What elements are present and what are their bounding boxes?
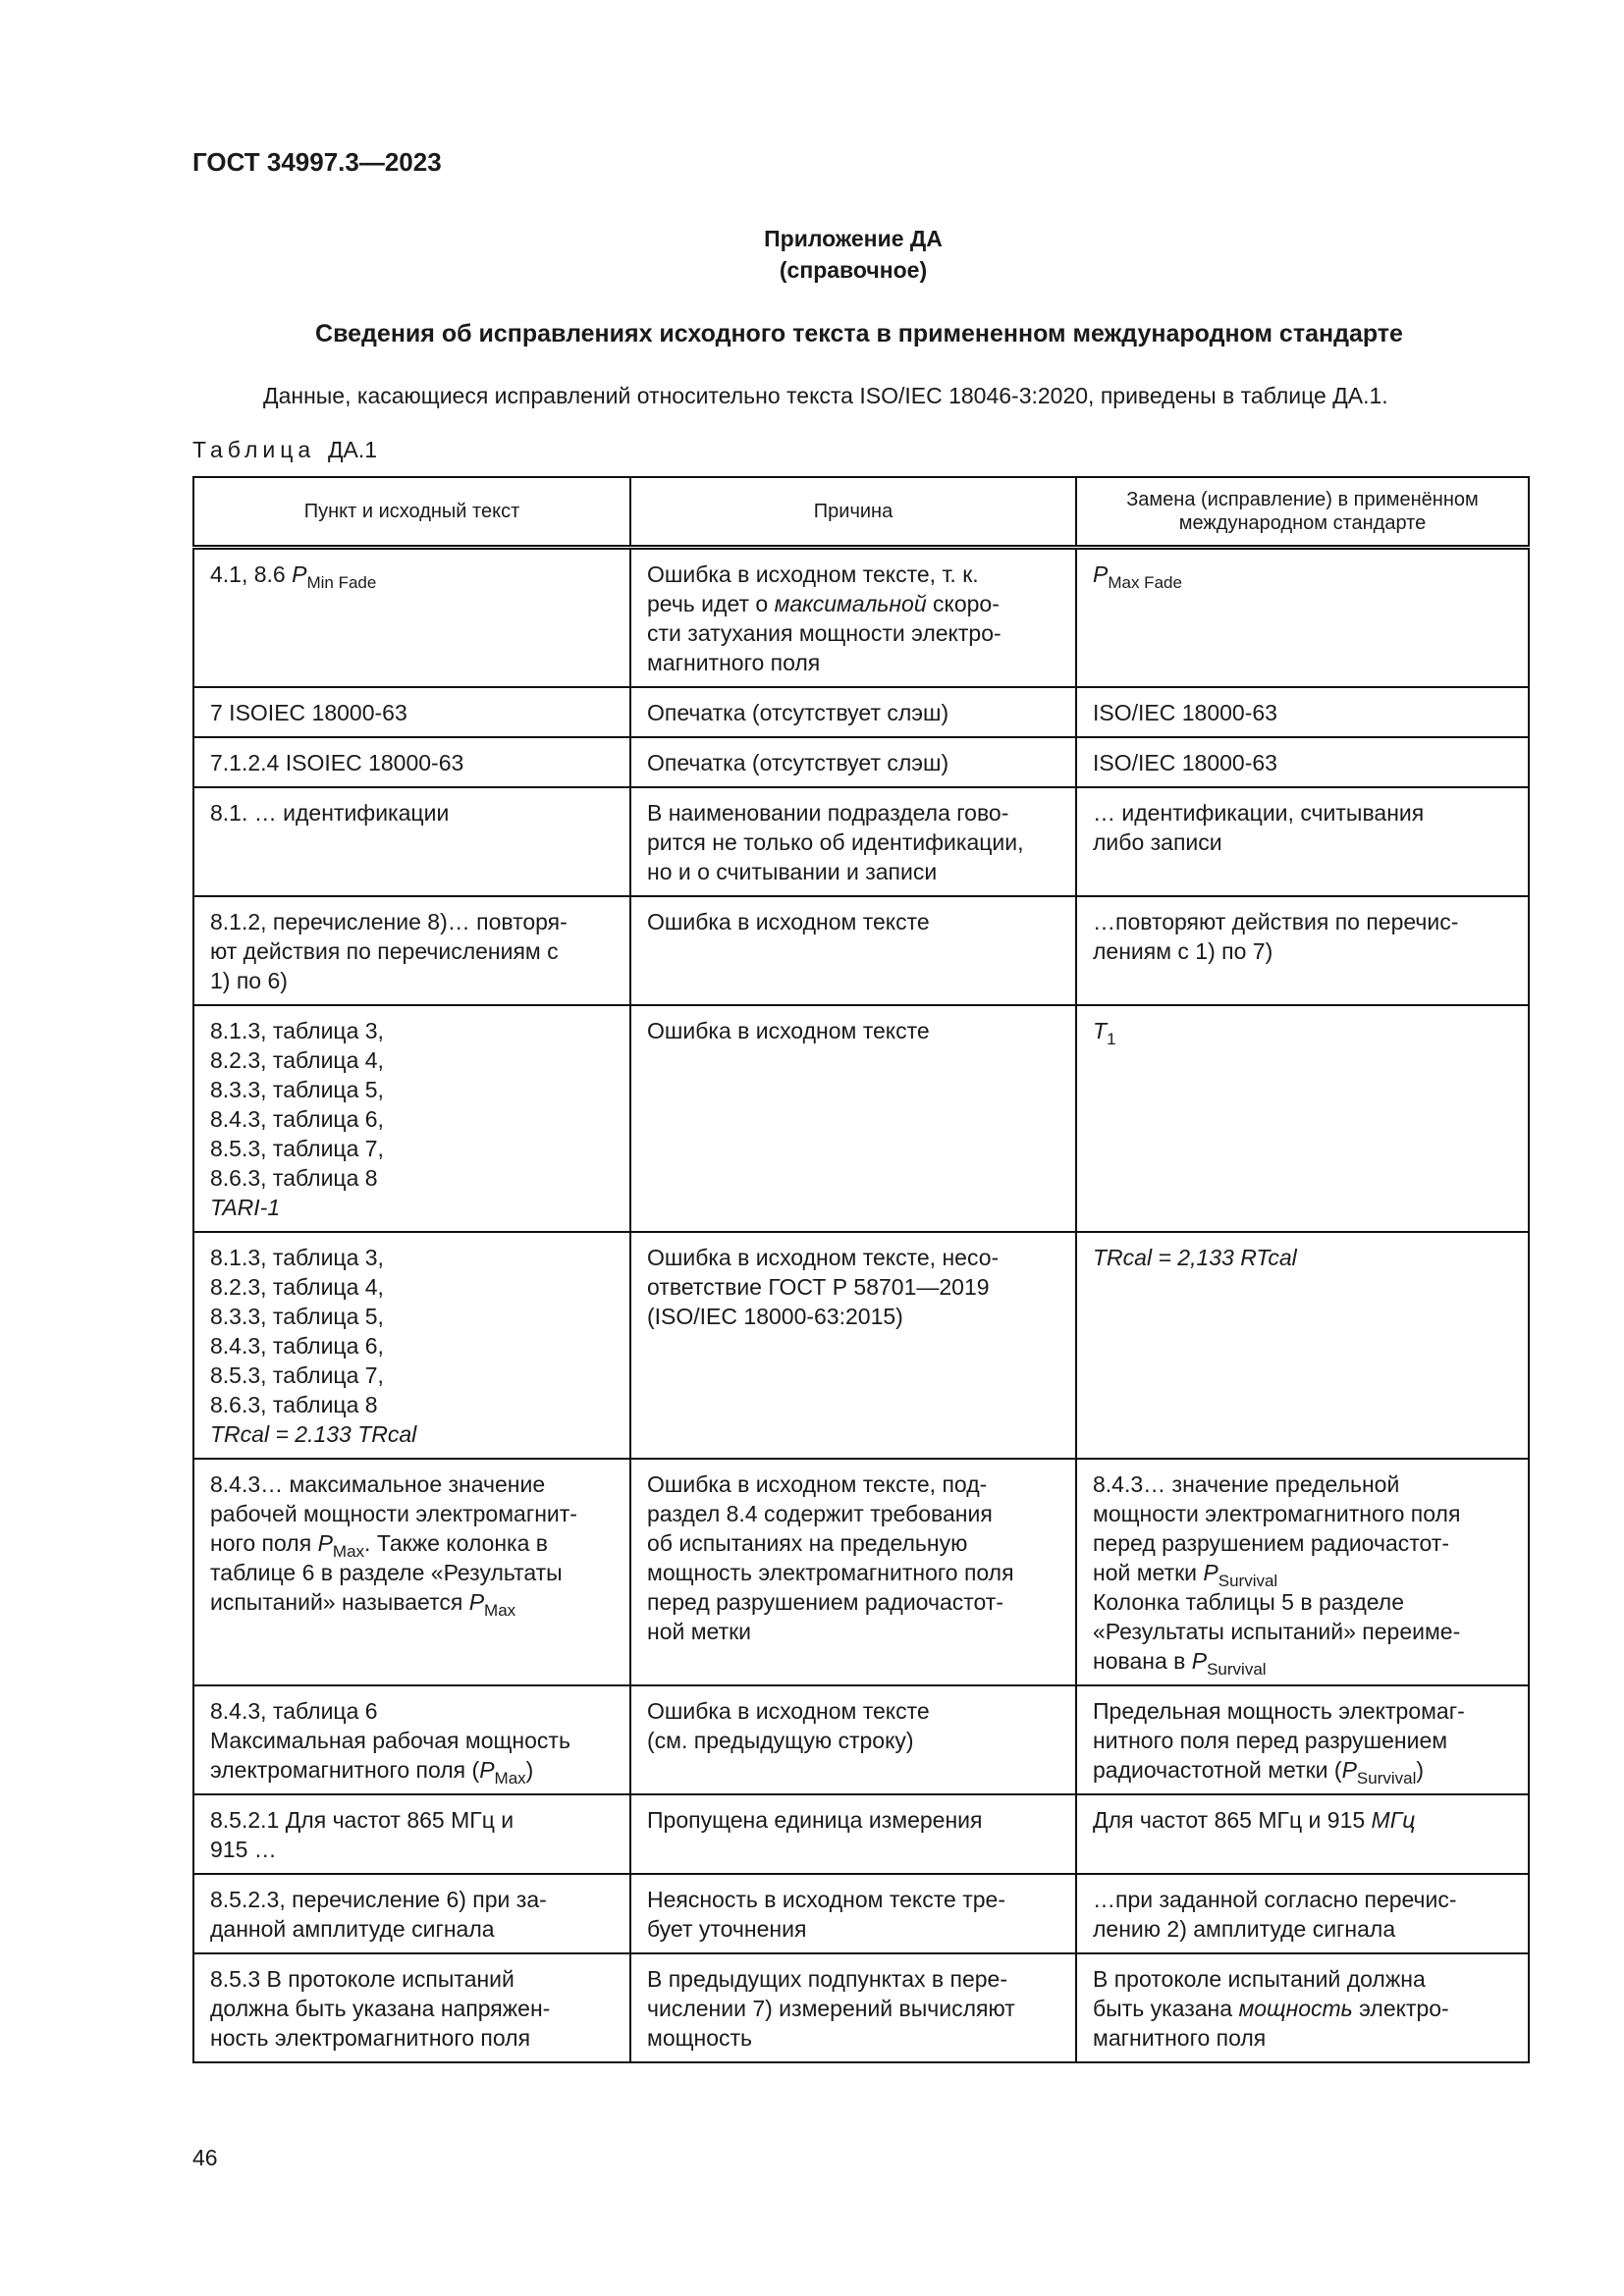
cell-clause: 8.1. … идентификации bbox=[193, 787, 630, 896]
cell-reason: В предыдущих подпунктах в пере- числении 7) измерений вычисляют мощность bbox=[630, 1953, 1076, 2062]
emphasis: TRcal = 2.133 TRcal bbox=[210, 1421, 417, 1447]
cell-replacement bbox=[1076, 1005, 1529, 1232]
cell-clause bbox=[193, 548, 630, 688]
cell-clause: 8.5.3 В протоколе испытаний должна быть указана напряжен- ность электромагнитного поля bbox=[193, 1953, 630, 2062]
table-label bbox=[192, 437, 377, 463]
table-row bbox=[193, 896, 1529, 1005]
cell-replacement bbox=[1076, 1685, 1529, 1794]
document-code: ГОСТ 34997.3—2023 bbox=[192, 147, 442, 177]
header-replacement: Замена (исправление) в применённом международном стандарте bbox=[1076, 477, 1529, 548]
cell-replacement bbox=[1076, 1794, 1529, 1874]
cell-clause: 8.5.2.1 Для частот 865 МГц и 915 … bbox=[193, 1794, 630, 1874]
cell-clause: 8.5.2.3, перечисление 6) при за- данной амплитуде сигнала bbox=[193, 1874, 630, 1953]
cell-clause: 7 ISOIEC 18000-63 bbox=[193, 687, 630, 737]
table-row bbox=[193, 1874, 1529, 1953]
cell-reason: Ошибка в исходном тексте, несо- ответствие ГОСТ Р 58701—2019 (ISO/IEC 18000-63:2015) bbox=[630, 1232, 1076, 1459]
cell-text: 8.1.3, таблица 3, 8.2.3, таблица 4, 8.3.3, таблица 5, 8.4.3, таблица 6, 8.5.3, таблица 7, 8.6.3, таблица 8 bbox=[210, 1018, 384, 1191]
cell-reason: Ошибка в исходном тексте, под- раздел 8.4 содержит требования об испытаниях на предельную мощность электромагнитного поля перед разрушением радиочастот- ной метки bbox=[630, 1459, 1076, 1685]
cell-text: ) bbox=[1416, 1757, 1425, 1783]
variable: P bbox=[1093, 561, 1109, 587]
header-clause: Пункт и исходный текст bbox=[193, 477, 630, 548]
table-label-word: Таблица bbox=[192, 437, 316, 462]
cell-clause bbox=[193, 1685, 630, 1794]
intro-paragraph: Данные, касающиеся исправлений относительно текста ISO/IEC 18046-3:2020, приведены в таблице ДА.1. bbox=[263, 383, 1388, 408]
appendix-title: Приложение ДА bbox=[764, 226, 943, 251]
table-row bbox=[193, 1232, 1529, 1459]
table-row bbox=[193, 1685, 1529, 1794]
cell-text: Для частот 865 МГц и 915 bbox=[1093, 1807, 1372, 1833]
cell-reason: Ошибка в исходном тексте (см. предыдущую строку) bbox=[630, 1685, 1076, 1794]
cell-text: 4.1, 8.6 bbox=[210, 561, 293, 587]
cell-replacement: ISO/IEC 18000-63 bbox=[1076, 687, 1529, 737]
cell-replacement bbox=[1076, 1953, 1529, 2062]
cell-text: ) bbox=[525, 1757, 534, 1783]
subscript: Survival bbox=[1218, 1572, 1278, 1590]
cell-text: 8.4.3… максимальное значение рабочей мощности электромагнит- ного поля bbox=[210, 1471, 577, 1556]
subscript: Max bbox=[494, 1769, 526, 1788]
cell-replacement bbox=[1076, 548, 1529, 688]
table-row bbox=[193, 1953, 1529, 2062]
emphasis: мощность bbox=[1238, 1996, 1353, 2021]
variable: P bbox=[1191, 1648, 1208, 1674]
cell-reason: Опечатка (отсутствует слэш) bbox=[630, 687, 1076, 737]
table-row bbox=[193, 1794, 1529, 1874]
cell-text: электро- магнитного поля bbox=[1093, 1996, 1449, 2051]
variable: P bbox=[479, 1757, 495, 1783]
variable: T bbox=[1093, 1018, 1108, 1043]
cell-reason: Ошибка в исходном тексте bbox=[630, 896, 1076, 1005]
cell-text: Ошибка в исходном тексте, т. к. речь идет о bbox=[647, 561, 979, 616]
table-header-row bbox=[193, 477, 1529, 548]
subscript: Min Fade bbox=[306, 573, 377, 592]
cell-clause: 8.1.2, перечисление 8)… повторя- ют действия по перечислениям с 1) по 6) bbox=[193, 896, 630, 1005]
cell-text: 8.4.3, таблица 6 Максимальная рабочая мощность электромагнитного поля ( bbox=[210, 1698, 570, 1783]
cell-replacement: … идентификации, считывания либо записи bbox=[1076, 787, 1529, 896]
cell-clause: 7.1.2.4 ISOIEC 18000-63 bbox=[193, 737, 630, 787]
subscript: Max bbox=[484, 1601, 516, 1620]
cell-reason: Пропущена единица измерения bbox=[630, 1794, 1076, 1874]
emphasis: максимальной bbox=[774, 591, 927, 616]
table-row bbox=[193, 737, 1529, 787]
subscript: Max Fade bbox=[1108, 573, 1182, 592]
cell-text: 8.4.3… значение предельной мощности электромагнитного поля перед разрушением радиочастот- ной метки bbox=[1093, 1471, 1461, 1585]
table-row bbox=[193, 1005, 1529, 1232]
variable: P bbox=[1341, 1757, 1357, 1783]
table-row bbox=[193, 1459, 1529, 1685]
cell-clause bbox=[193, 1005, 630, 1232]
variable: P bbox=[1203, 1560, 1218, 1585]
subscript: Survival bbox=[1356, 1769, 1417, 1788]
cell-replacement: ISO/IEC 18000-63 bbox=[1076, 737, 1529, 787]
table-label-number: ДА.1 bbox=[327, 437, 378, 462]
cell-text: В протоколе испытаний должна быть указана bbox=[1093, 1966, 1426, 2021]
table-row bbox=[193, 787, 1529, 896]
emphasis: МГц bbox=[1371, 1807, 1416, 1833]
emphasis: TARI-1 bbox=[210, 1195, 281, 1220]
cell-text: 8.1.3, таблица 3, 8.2.3, таблица 4, 8.3.3, таблица 5, 8.4.3, таблица 6, 8.5.3, таблица 7, 8.6.3, таблица 8 bbox=[210, 1245, 384, 1417]
variable: P bbox=[468, 1589, 485, 1615]
subscript: 1 bbox=[1107, 1030, 1116, 1048]
header-reason: Причина bbox=[630, 477, 1076, 548]
section-title: Сведения об исправлениях исходного текста в примененном международном стандарте bbox=[315, 320, 1403, 347]
cell-clause bbox=[193, 1459, 630, 1685]
cell-replacement: …при заданной согласно перечис- лению 2) амплитуде сигнала bbox=[1076, 1874, 1529, 1953]
cell-reason: Ошибка в исходном тексте bbox=[630, 1005, 1076, 1232]
cell-text: скоро- сти затухания мощности электро- магнитного поля bbox=[647, 591, 1001, 675]
subscript: Survival bbox=[1207, 1660, 1267, 1679]
page-number: 46 bbox=[192, 2145, 218, 2170]
cell-reason bbox=[630, 548, 1076, 688]
subscript: Max bbox=[332, 1542, 365, 1561]
table-row bbox=[193, 548, 1529, 688]
cell-text: . Также колонка в таблице 6 в разделе «Результаты испытаний» называется bbox=[210, 1530, 563, 1615]
cell-replacement: …повторяют действия по перечис- лениям с 1) по 7) bbox=[1076, 896, 1529, 1005]
appendix-kind: (справочное) bbox=[779, 257, 928, 283]
cell-clause bbox=[193, 1232, 630, 1459]
cell-reason: В наименовании подраздела гово- рится не только об идентификации, но и о считывании и записи bbox=[630, 787, 1076, 896]
cell-reason: Опечатка (отсутствует слэш) bbox=[630, 737, 1076, 787]
cell-reason: Неясность в исходном тексте тре- бует уточнения bbox=[630, 1874, 1076, 1953]
cell-replacement bbox=[1076, 1459, 1529, 1685]
table-row bbox=[193, 687, 1529, 737]
cell-text: Колонка таблицы 5 в разделе «Результаты испытаний» переиме- нована в bbox=[1093, 1589, 1461, 1674]
variable: P bbox=[292, 561, 307, 587]
corrections-table bbox=[192, 476, 1530, 2063]
cell-replacement bbox=[1076, 1232, 1529, 1459]
emphasis: TRcal = 2,133 RTcal bbox=[1093, 1245, 1297, 1270]
variable: P bbox=[317, 1530, 333, 1556]
cell-text: Предельная мощность электромаг- нитного поля перед разрушением радиочастотной метки ( bbox=[1093, 1698, 1465, 1783]
